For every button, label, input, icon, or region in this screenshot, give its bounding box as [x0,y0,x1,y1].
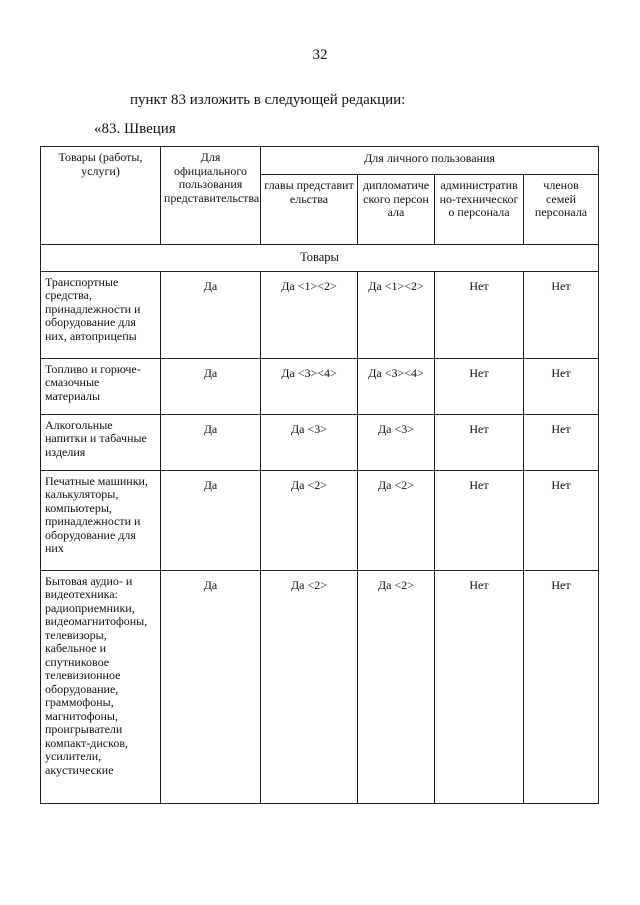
cell-family: Нет [524,414,599,470]
cell-family: Нет [524,470,599,570]
row-name: Печатные машинки, калькуляторы, компьютеры, принадлежности и оборудование для них [41,470,161,570]
cell-head: Да <2> [261,570,358,803]
cell-family: Нет [524,570,599,803]
cell-official: Да [161,271,261,358]
section-row [41,245,599,272]
cell-admin: Нет [435,414,524,470]
header-head: главы представительства [261,175,358,245]
cell-diplomatic: Да <2> [358,470,435,570]
table-row [41,414,599,470]
cell-diplomatic: Да <2> [358,570,435,803]
cell-diplomatic: Да <3><4> [358,358,435,414]
header-goods: Товары (работы, услуги) [41,147,161,245]
cell-official: Да [161,358,261,414]
cell-official: Да [161,470,261,570]
header-diplomatic: дипломатического персонала [358,175,435,245]
cell-family: Нет [524,358,599,414]
cell-head: Да <3><4> [261,358,358,414]
cell-admin: Нет [435,358,524,414]
cell-head: Да <1><2> [261,271,358,358]
customs-table [40,146,599,804]
table-row [41,358,599,414]
cell-diplomatic: Да <3> [358,414,435,470]
row-name: Бытовая аудио- и видеотехника: радиоприемники, видеомагнитофоны, телевизоры, кабельное и спутниковое телевизионное оборудование, граммофоны, магнитофоны, проигрыватели компакт-дисков, усилители, акустические [41,570,161,803]
header-personal: Для личного пользования [261,147,599,175]
cell-head: Да <3> [261,414,358,470]
page-number: 32 [312,47,328,63]
table-row [41,271,599,358]
table-row [41,570,599,803]
intro-text: пункт 83 изложить в следующей редакции: [130,92,406,108]
row-name: Алкогольные напитки и табачные изделия [41,414,161,470]
table-row [41,470,599,570]
cell-admin: Нет [435,271,524,358]
header-admin: административно-технического персонала [435,175,524,245]
header-official: Для официального пользования представительства [161,147,261,245]
cell-family: Нет [524,271,599,358]
section-label: Товары [41,245,599,272]
header-row [41,147,599,175]
cell-admin: Нет [435,470,524,570]
cell-official: Да [161,570,261,803]
cell-diplomatic: Да <1><2> [358,271,435,358]
header-family: членов семей персонала [524,175,599,245]
cell-head: Да <2> [261,470,358,570]
section-title: «83. Швеция [94,121,176,137]
row-name: Транспортные средства, принадлежности и оборудование для них, автоприцепы [41,271,161,358]
cell-official: Да [161,414,261,470]
cell-admin: Нет [435,570,524,803]
row-name: Топливо и горюче-смазочные материалы [41,358,161,414]
